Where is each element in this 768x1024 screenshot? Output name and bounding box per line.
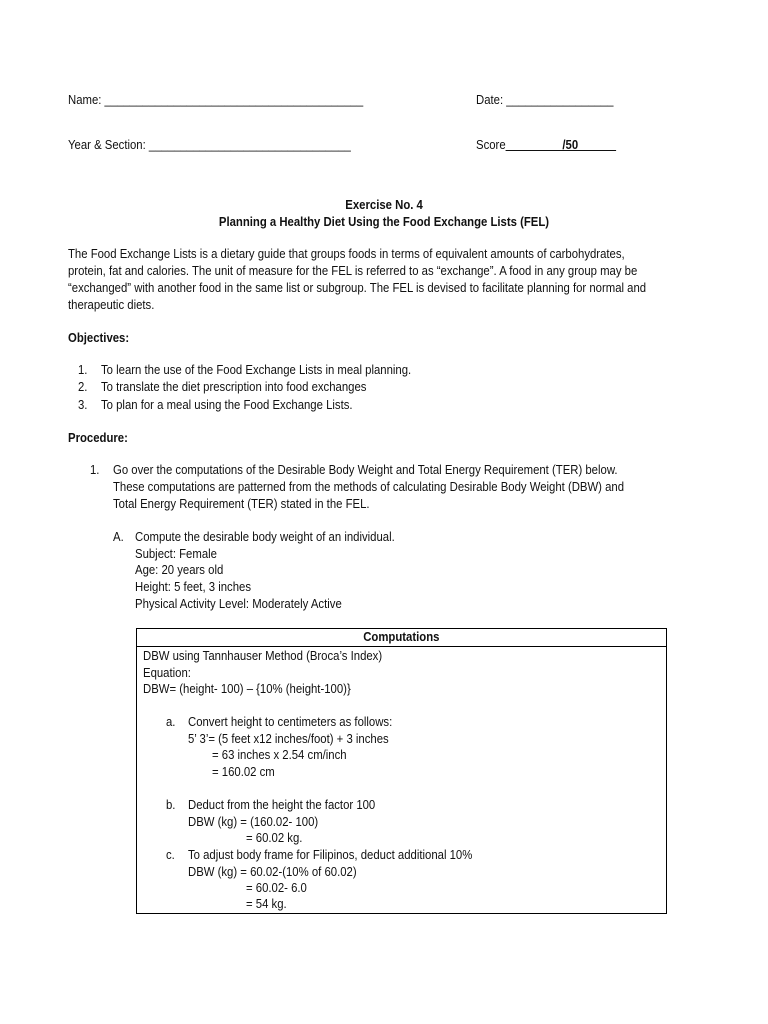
score-blank: _________/50______ <box>505 137 617 152</box>
objectives-heading: Objectives: <box>68 330 130 345</box>
objective-number: 1. <box>78 362 88 377</box>
objective-item: To learn the use of the Food Exchange Lists in meal planning. <box>101 362 412 377</box>
equation-label: Equation: <box>143 665 191 680</box>
method-line: DBW using Tannhauser Method (Broca’s Index) <box>143 648 383 663</box>
intro-line: “exchanged” with another food in the same list or subgroup. The FEL is devised to facilitate planning for normal and <box>68 280 647 295</box>
name-field[interactable] <box>68 92 411 109</box>
name-label: Name: _________________________________________ <box>68 92 364 107</box>
step-a-line: Convert height to centimeters as follows: <box>188 714 393 729</box>
objective-item: To translate the diet prescription into food exchanges <box>101 379 367 394</box>
step-a-line: = 160.02 cm <box>212 764 275 779</box>
date-label: Date: _________________ <box>476 92 614 107</box>
intro-line: therapeutic diets. <box>68 297 155 312</box>
score-field[interactable] <box>476 137 639 154</box>
step-a-line: = 63 inches x 2.54 cm/inch <box>212 747 347 762</box>
exercise-title: Exercise No. 4 <box>345 197 423 212</box>
activity-level-line: Physical Activity Level: Moderately Active <box>135 596 342 611</box>
step-a-line: 5’ 3’= (5 feet x12 inches/foot) + 3 inches <box>188 731 389 746</box>
step-c-line: = 60.02- 6.0 <box>246 880 307 895</box>
step-b-line: DBW (kg) = (160.02- 100) <box>188 814 319 829</box>
year-section-field[interactable] <box>68 137 397 154</box>
computations-table <box>136 628 667 914</box>
subject-line: Subject: Female <box>135 546 217 561</box>
score-wrapper <box>476 137 616 154</box>
step-c-line: To adjust body frame for Filipinos, deduct additional 10% <box>188 847 473 862</box>
step-c-line: = 54 kg. <box>246 896 287 911</box>
step-b-line: Deduct from the height the factor 100 <box>188 797 376 812</box>
height-line: Height: 5 feet, 3 inches <box>135 579 252 594</box>
procedure-step-line: Go over the computations of the Desirable Body Weight and Total Energy Requirement (TER) below. <box>113 462 618 477</box>
step-letter: b. <box>166 797 176 812</box>
intro-line: The Food Exchange Lists is a dietary guide that groups foods in terms of equivalent amounts of carbohydrates, <box>68 246 625 261</box>
computations-heading: Computations <box>137 629 666 647</box>
intro-line: protein, fat and calories. The unit of measure for the FEL is referred to as “exchange”. A food in any group may be <box>68 263 638 278</box>
age-line: Age: 20 years old <box>135 562 224 577</box>
substep-line: Compute the desirable body weight of an individual. <box>135 529 395 544</box>
score-label: Score <box>476 137 506 152</box>
substep-letter: A. <box>113 529 124 544</box>
objective-number: 3. <box>78 397 88 412</box>
year-section-label: Year & Section: ________________________________ <box>68 137 351 152</box>
exercise-subtitle: Planning a Healthy Diet Using the Food Exchange Lists (FEL) <box>218 214 550 229</box>
step-letter: c. <box>166 847 175 862</box>
procedure-heading: Procedure: <box>68 430 128 445</box>
procedure-step-line: These computations are patterned from the methods of calculating Desirable Body Weight (DBW) and <box>113 479 625 494</box>
objective-number: 2. <box>78 379 88 394</box>
date-field[interactable] <box>476 92 636 109</box>
procedure-step-number: 1. <box>90 462 100 477</box>
procedure-step-line: Total Energy Requirement (TER) stated in the FEL. <box>113 496 370 511</box>
step-b-line: = 60.02 kg. <box>246 830 303 845</box>
objective-item: To plan for a meal using the Food Exchange Lists. <box>101 397 353 412</box>
step-letter: a. <box>166 714 176 729</box>
equation-line: DBW= (height- 100) – {10% (height-100)} <box>143 681 351 696</box>
step-c-line: DBW (kg) = 60.02-(10% of 60.02) <box>188 864 357 879</box>
